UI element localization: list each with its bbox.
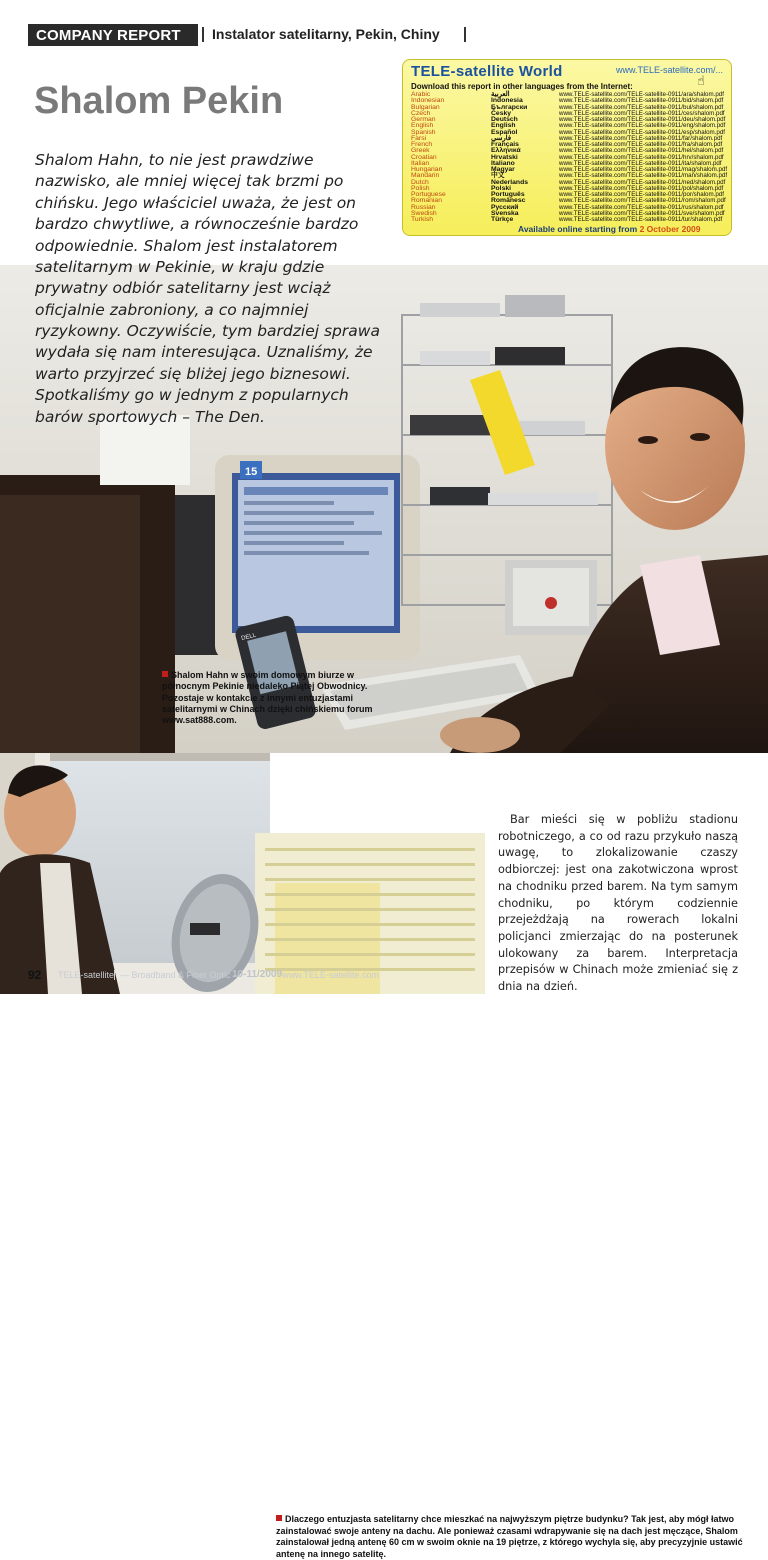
language-native-name: Polski <box>491 184 512 192</box>
language-name: Croatian <box>411 153 437 161</box>
section-tag: COMPANY REPORT <box>28 24 198 46</box>
language-pdf-link[interactable]: www.TELE-satellite.com/TELE-satellite-0911/rus/shalom.pdf <box>559 203 724 211</box>
language-name: Mandarin <box>411 172 440 180</box>
photo-caption-window-antenna <box>276 1514 746 1560</box>
language-name: Portuguese <box>411 191 446 198</box>
language-name: Romanian <box>411 197 442 205</box>
page-number: 92 <box>28 968 42 982</box>
language-pdf-link[interactable]: www.TELE-satellite.com/TELE-satellite-0911/fra/shalom.pdf <box>559 141 723 148</box>
language-pdf-link[interactable]: www.TELE-satellite.com/TELE-satellite-0911/mag/shalom.pdf <box>559 166 728 173</box>
language-name: English <box>411 122 434 130</box>
language-name: Indonesian <box>411 97 445 105</box>
language-native-name: Български <box>491 103 528 111</box>
language-native-name: Indonesia <box>491 97 523 105</box>
language-native-name: العربية <box>491 91 510 98</box>
language-native-name: English <box>491 122 516 130</box>
footer-issue-date: 10-11/2009 <box>232 969 283 980</box>
header-divider <box>464 27 466 42</box>
language-pdf-link[interactable]: www.TELE-satellite.com/TELE-satellite-0911/deu/shalom.pdf <box>559 116 726 123</box>
photo-caption-home-office <box>162 670 397 726</box>
section-title: Instalator satelitarny, Pekin, Chiny <box>212 26 440 42</box>
language-native-name: Русский <box>491 203 519 211</box>
language-native-name: Français <box>491 141 519 148</box>
language-name: Arabic <box>411 91 431 98</box>
footer-edition: — Broadband & Fiber Optic — <box>120 970 243 980</box>
language-pdf-link[interactable]: www.TELE-satellite.com/TELE-satellite-0911/ita/shalom.pdf <box>559 159 722 167</box>
language-name: Dutch <box>411 178 429 186</box>
tele-satellite-languages-box <box>402 59 732 236</box>
language-name: Turkish <box>411 216 434 223</box>
language-native-name: Česky <box>491 109 512 117</box>
language-native-name: Ελληνικά <box>491 147 521 155</box>
language-pdf-link[interactable]: www.TELE-satellite.com/TELE-satellite-0911/pol/shalom.pdf <box>559 184 724 192</box>
language-pdf-link[interactable]: www.TELE-satellite.com/TELE-satellite-0911/man/shalom.pdf <box>559 172 728 180</box>
hand-cursor-icon: ☝ <box>697 74 705 89</box>
article-lede: Shalom Hahn, to nie jest prawdziwe nazwisko, ale mniej więcej tak brzmi po chińsku. Jego właściciel uważa, że jest on bardzo chwytliwe, a równocześnie bardzo odpowiednie. Shalom jest instalatorem satelitarnym w Pekinie, w kraju gdzie prywatny odbiór satelitarny jest wciąż oficjalnie zabroniony, a co najmniej ryzykowny. Oczywiście, tym bardziej sprawa wydała się nam interesująca. Uznaliśmy, że warto przyjrzeć się bliżej jego biznesowi. Spotkaliśmy go w jednym z popularnych barów sportowych – The Den. <box>35 151 380 426</box>
language-pdf-link[interactable]: www.TELE-satellite.com/TELE-satellite-0911/por/shalom.pdf <box>559 191 724 198</box>
language-native-name: Deutsch <box>491 116 518 123</box>
language-pdf-link[interactable]: www.TELE-satellite.com/TELE-satellite-0911/bid/shalom.pdf <box>559 97 724 105</box>
language-pdf-link[interactable]: www.TELE-satellite.com/TELE-satellite-0911/tur/shalom.pdf <box>559 216 723 223</box>
language-row[interactable] <box>411 216 733 224</box>
footer-website: www.TELE-satellite.com <box>282 970 380 980</box>
caption-bullet-icon <box>162 671 168 677</box>
tele-satellite-logo: TELE-satellite World <box>411 63 563 80</box>
language-native-name: Nederlands <box>491 178 529 186</box>
language-native-name: Português <box>491 191 525 198</box>
language-name: Hungarian <box>411 166 443 173</box>
language-pdf-link[interactable]: www.TELE-satellite.com/TELE-satellite-0911/eng/shalom.pdf <box>559 122 726 130</box>
language-native-name: Svenska <box>491 209 519 217</box>
language-native-name: Italiano <box>491 159 515 167</box>
language-name: German <box>411 116 436 123</box>
language-pdf-link[interactable]: www.TELE-satellite.com/TELE-satellite-0911/hel/shalom.pdf <box>559 147 724 155</box>
language-pdf-link[interactable]: www.TELE-satellite.com/TELE-satellite-0911/ara/shalom.pdf <box>559 91 724 98</box>
caption-text: Dlaczego entuzjasta satelitarny chce mieszkać na najwyższym piętrze budynku? Tak jest, aby mógł łatwo zainstalować swoje anteny na dachu. Ale ponieważ czasami wdrapywanie się na dach jest męczące, Shalom zainstalował jedną antenę 60 cm w swoim oknie na 19 piętrze, z którego wychyla się, aby precyzyjnie ustawić antenę na innego satelitę. <box>276 1514 743 1559</box>
languages-heading: Download this report in other languages from the Internet: <box>411 82 633 91</box>
language-pdf-link[interactable]: www.TELE-satellite.com/TELE-satellite-0911/ned/shalom.pdf <box>559 178 726 186</box>
language-pdf-link[interactable]: www.TELE-satellite.com/TELE-satellite-0911/hrv/shalom.pdf <box>559 153 724 161</box>
language-native-name: Türkçe <box>491 216 514 223</box>
language-name: Polish <box>411 184 430 192</box>
availability-note <box>518 224 701 234</box>
availability-date: 2 October 2009 <box>639 224 701 234</box>
language-pdf-link[interactable]: www.TELE-satellite.com/TELE-satellite-0911/ces/shalom.pdf <box>559 109 725 117</box>
language-pdf-link[interactable]: www.TELE-satellite.com/TELE-satellite-0911/esp/shalom.pdf <box>559 128 725 136</box>
footer-magazine-name: TELE-satellite <box>58 970 115 980</box>
language-native-name: Hrvatski <box>491 153 518 161</box>
language-name: French <box>411 141 433 148</box>
language-name: Bulgarian <box>411 103 440 111</box>
language-name: Greek <box>411 147 430 155</box>
language-name: Farsi <box>411 134 427 142</box>
footer-divider <box>114 970 115 980</box>
header-divider <box>202 27 204 42</box>
tele-satellite-url-link[interactable]: www.TELE-satellite.com/... <box>615 65 723 75</box>
pda-brand-label: DELL <box>240 632 257 643</box>
monitor-sticker-label: 15 <box>245 466 258 478</box>
caption-text: Shalom Hahn w swoim domowym biurze w północnym Pekinie niedaleko Piątej Obwodnicy. Pozostaje w kontakcie z innymi entuzjastami satelitarnymi w Chinach dzięki chińskiemu forum www.sat888.com. <box>162 670 373 725</box>
article-title: Shalom Pekin <box>34 80 284 122</box>
language-name: Swedish <box>411 209 437 217</box>
language-name: Spanish <box>411 128 436 136</box>
language-pdf-link[interactable]: www.TELE-satellite.com/TELE-satellite-0911/rom/shalom.pdf <box>559 197 726 205</box>
language-name: Czech <box>411 109 431 117</box>
language-native-name: Românesc <box>491 197 526 205</box>
language-native-name: فارسی <box>491 134 511 142</box>
availability-label: Available online starting from <box>518 224 638 234</box>
language-native-name: Español <box>491 128 518 136</box>
language-native-name: Magyar <box>491 166 515 173</box>
language-pdf-link[interactable]: www.TELE-satellite.com/TELE-satellite-0911/sve/shalom.pdf <box>559 209 725 217</box>
language-pdf-link[interactable]: www.TELE-satellite.com/TELE-satellite-0911/bul/shalom.pdf <box>559 103 724 111</box>
language-pdf-link[interactable]: www.TELE-satellite.com/TELE-satellite-0911/far/shalom.pdf <box>559 134 723 142</box>
language-name: Italian <box>411 159 430 167</box>
language-native-name: 中文 <box>491 172 505 180</box>
caption-bullet-icon <box>276 1515 282 1521</box>
article-body: Bar mieści się w pobliżu stadionu robotniczego, a co od razu przykuło naszą uwagę, to zlokalizowanie czaszy odbiorczej: jest ona zakotwiczona wprost na chodniku przed barem. Na tym samym chodniku, po którym codziennie przejeżdżają na rowerach lokalni policjanci zmierzając do na posterunek ulokowany za barem. Interpretacja przepisów w Chinach może zmieniać się z dnia na dzień. <box>498 813 738 994</box>
language-name: Russian <box>411 203 436 211</box>
